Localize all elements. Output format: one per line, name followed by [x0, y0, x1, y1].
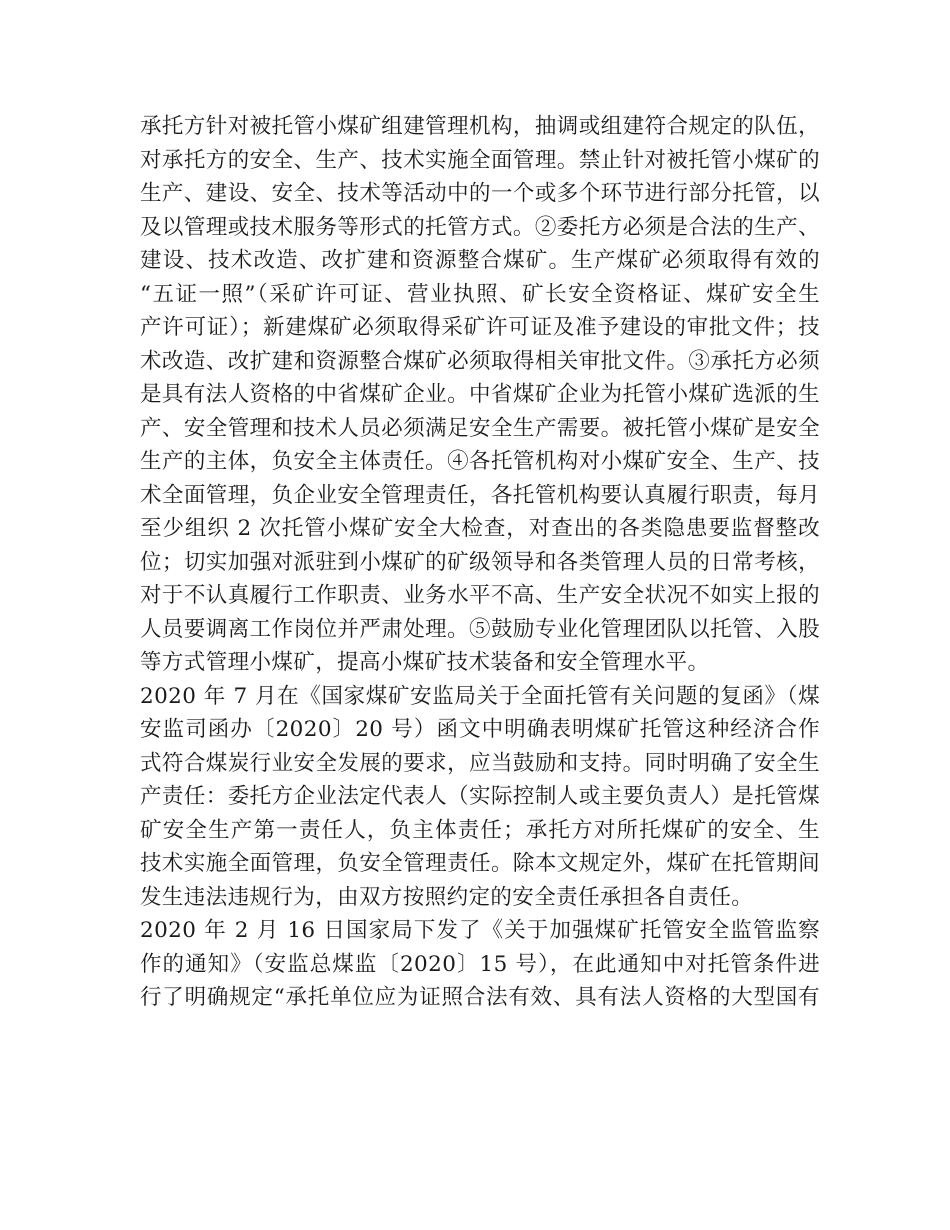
text-line: 术全面管理，负企业安全管理责任，各托管机构要认真履行职责，每月 [140, 482, 820, 508]
text-line: 产责任：委托方企业法定代表人（实际控制人或主要负责人）是托管煤 [140, 784, 820, 809]
text-line: 行了明确规定“承托单位应为证照合法有效、具有法人资格的大型国有 [140, 985, 820, 1010]
text-line: 建设、技术改造、改扩建和资源整合煤矿。生产煤矿必须取得有效的 [140, 248, 820, 273]
text-line: 对承托方的安全、生产、技术实施全面管理。禁止针对被托管小煤矿的 [140, 147, 820, 173]
text-line: 位；切实加强对派驻到小煤矿的矿级领导和各类管理人员的日常考核， [140, 549, 820, 575]
text-line: 对于不认真履行工作职责、业务水平不高、生产安全状况不如实上报的 [140, 583, 820, 608]
text-line: 及以管理或技术服务等形式的托管方式。②委托方必须是合法的生产、 [140, 214, 820, 240]
text-line: 安监司函办〔2020〕20 号）函文中明确表明煤矿托管这种经济合作 [140, 717, 820, 742]
body-text [140, 110, 820, 1015]
text-line: 生产的主体，负安全主体责任。④各托管机构对小煤矿安全、生产、技 [140, 449, 820, 474]
text-line: 等方式管理小煤矿，提高小煤矿技术装备和安全管理水平。 [140, 650, 710, 675]
text-line: 2020 年 7 月在《国家煤矿安监局关于全面托管有关问题的复函》（煤 [140, 683, 820, 709]
text-line: 产、安全管理和技术人员必须满足安全生产需要。被托管小煤矿是安全 [140, 415, 820, 441]
text-line: 产许可证）；新建煤矿必须取得采矿许可证及准予建设的审批文件；技 [140, 315, 820, 340]
text-line: 式符合煤炭行业安全发展的要求，应当鼓励和支持。同时明确了安全生 [140, 750, 820, 776]
text-line: 2020 年 2 月 16 日国家局下发了《关于加强煤矿托管安全监管监察 [140, 918, 820, 943]
text-line: 至少组织 2 次托管小煤矿安全大检查，对查出的各类隐患要监督整改 [140, 516, 820, 541]
text-line: 作的通知》（安监总煤监〔2020〕15 号），在此通知中对托管条件进 [140, 951, 820, 977]
text-line: 人员要调离工作岗位并严肃处理。⑤鼓励专业化管理团队以托管、入股 [140, 616, 820, 642]
text-line: “五证一照”（采矿许可证、营业执照、矿长安全资格证、煤矿安全生 [140, 281, 820, 307]
text-line: 技术实施全面管理，负安全管理责任。除本文规定外，煤矿在托管期间 [140, 851, 820, 876]
text-line: 生产、建设、安全、技术等活动中的一个或多个环节进行部分托管，以 [140, 181, 820, 206]
text-line: 是具有法人资格的中省煤矿企业。中省煤矿企业为托管小煤矿选派的生 [140, 382, 820, 407]
text-line: 承托方针对被托管小煤矿组建管理机构，抽调或组建符合规定的队伍， [140, 114, 820, 139]
text-line: 矿安全生产第一责任人，负主体责任；承托方对所托煤矿的安全、生 [140, 817, 820, 843]
text-line: 术改造、改扩建和资源整合煤矿必须取得相关审批文件。③承托方必须 [140, 348, 820, 374]
text-line: 发生违法违规行为，由双方按照约定的安全责任承担各自责任。 [140, 884, 754, 910]
